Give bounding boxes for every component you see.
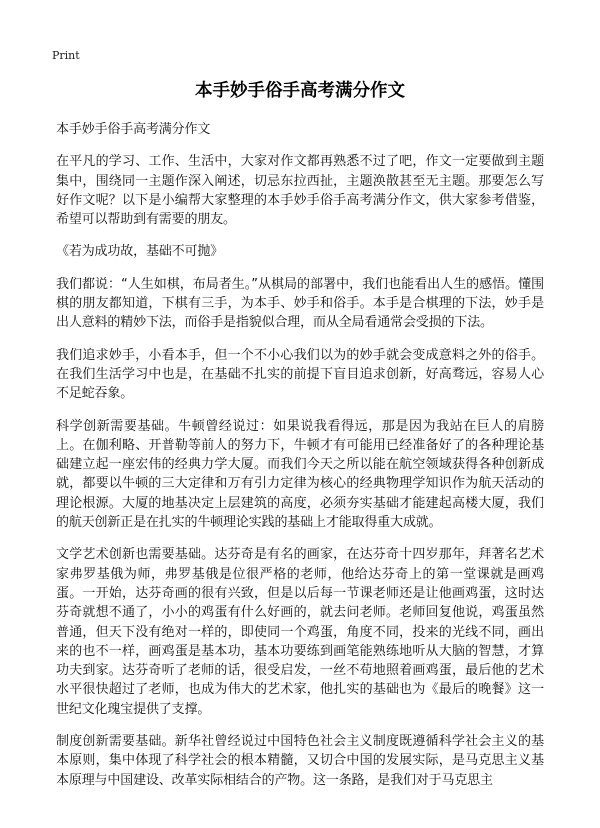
article-body xyxy=(56,120,544,803)
essay-heading: 《若为成功故，基础不可抛》 xyxy=(56,244,224,260)
body-paragraph: 我们追求妙手，小看本手，但一个不小心我们以为的妙手就会变成意料之外的俗手。在我们生活学习中也是，在基础不扎实的前提下盲目追求创新，好高骛远，容易人心不足蛇吞象。 xyxy=(56,347,544,402)
body-paragraph: 文学艺术创新也需要基础。达芬奇是有名的画家，在达芬奇十四岁那年，拜著名艺术家弗罗基俄为师，弗罗基俄是位很严格的老师，他给达芬奇上的第一堂课就是画鸡蛋。一开始，达芬奇画的很有兴致，但是以后每一节课老师还是让他画鸡蛋，这时达芬奇就想不通了，小小的鸡蛋有什么好画的，就去问老师。老师回复他说，鸡蛋虽然普通，但天下没有绝对一样的，即使同一个鸡蛋，角度不同，投来的光线不同，画出来的也不一样，画鸡蛋是基本功，基本功要练到画笔能熟练地听从大脑的智慧，才算功夫到家。达芬奇听了老师的话，很受启发，一丝不苟地照着画鸡蛋，最后他的艺术水平很快超过了老师，也成为伟大的艺术家，他扎实的基础也为《最后的晚餐》这一世纪文化瑰宝提供了支撑。 xyxy=(56,547,544,717)
intro-paragraph: 在平凡的学习、工作、生活中，大家对作文都再熟悉不过了吧，作文一定要做到主题集中，围绕同一主题作深入阐述，切忌东拉西扯，主题涣散甚至无主题。那要怎么写好作文呢？以下是小编帮大家整理的本手妙手俗手高考满分作文，供大家参考借鉴，希望可以帮助到有需要的朋友。 xyxy=(56,154,544,228)
body-paragraph: 我们都说：“人生如棋，布局者生。”从棋局的部署中，我们也能看出人生的感悟。懂围棋的朋友都知道，下棋有三手，为本手、妙手和俗手。本手是合棋理的下法，妙手是出人意料的精妙下法，而俗手是指貌似合理，而从全局看通常会受损的下法。 xyxy=(56,276,544,331)
page-title: 本手妙手俗手高考满分作文 xyxy=(195,81,405,101)
print-link[interactable]: Print xyxy=(52,49,80,62)
body-paragraph: 制度创新需要基础。新华社曾经说过中国特色社会主义制度既遵循科学社会主义的基本原则，集中体现了科学社会的根本精髓，又切合中国的发展实际，是马克思主义基本原理与中国建设、改革实际相结合的产物。这一条路，是我们对于马克思主 xyxy=(56,734,544,788)
body-paragraph: 科学创新需要基础。牛顿曾经说过：如果说我看得远，那是因为我站在巨人的肩膀上。在伽利略、开普勒等前人的努力下，牛顿才有可能用已经准备好了的各种理论基础建立起一座宏伟的经典力学大厦。而我们今天之所以能在航空领域获得各种创新成就，都要以牛顿的三大定律和万有引力定律为核心的经典物理学知识作为航天活动的理论根源。大厦的地基决定上层建筑的高度，必须夯实基础才能建起高楼大厦，我们的航天创新正是在扎实的牛顿理论实践的基础上才能取得重大成就。 xyxy=(56,418,544,531)
article-subtitle: 本手妙手俗手高考满分作文 xyxy=(56,122,211,137)
